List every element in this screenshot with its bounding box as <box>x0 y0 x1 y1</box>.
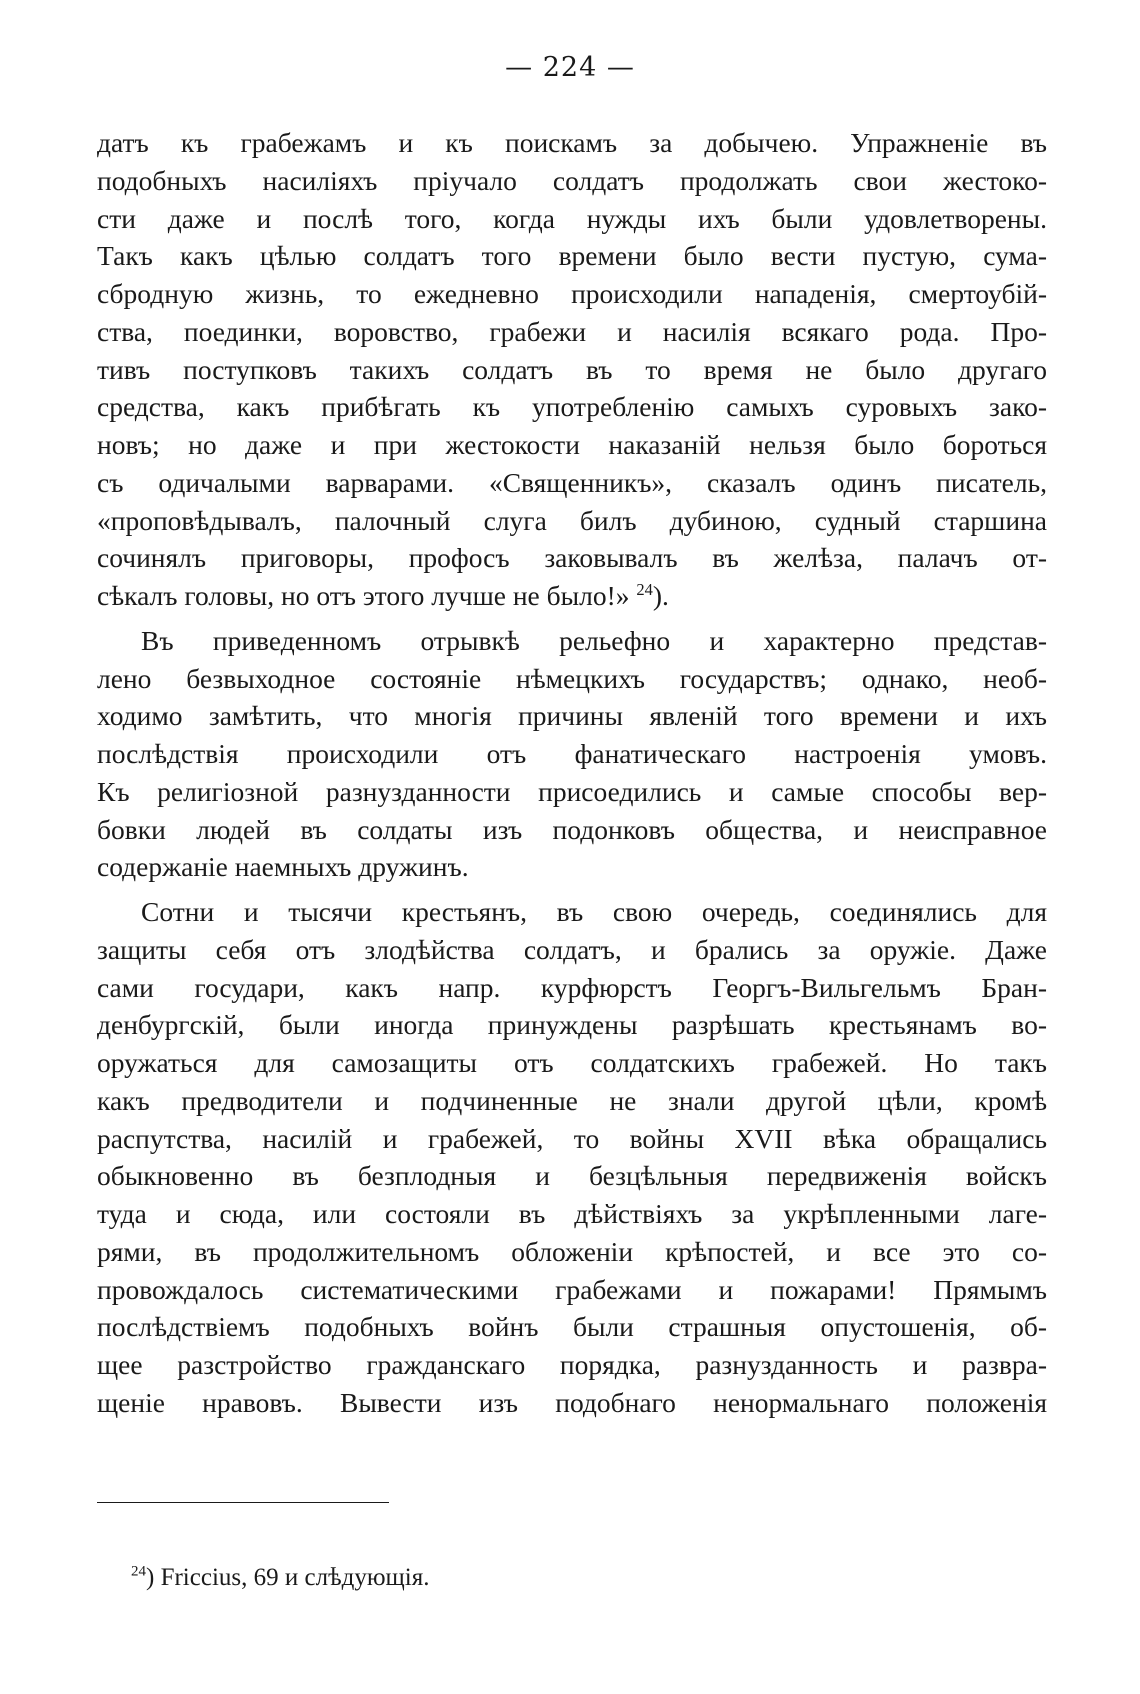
text-line: новъ; но даже и при жестокости наказаній нельзя было бороться <box>97 429 1047 460</box>
footnote-divider <box>97 1502 389 1503</box>
paragraph-2 <box>97 622 1047 886</box>
text-line: сочинялъ приговоры, профосъ заковывалъ въ желѣза, палачъ от- <box>97 542 1047 574</box>
text-line: ходимо замѣтить, что многія причины явленій того времени и ихъ <box>97 700 1047 732</box>
text-line: сами государи, какъ напр. курфюрстъ Георгъ-Вильгельмъ Бран- <box>97 971 1047 1003</box>
text-line: съ одичалыми варварами. «Священникъ», сказалъ одинъ писатель, <box>97 466 1047 498</box>
text-line: сбродную жизнь, то ежедневно происходили нападенія, смертоубій- <box>97 278 1047 309</box>
text-line: щее разстройство гражданскаго порядка, разнузданность и развра- <box>97 1349 1047 1380</box>
text-line: ства, поединки, воровство, грабежи и насилія всякаго рода. Про- <box>97 315 1047 347</box>
text-line: подобныхъ насиліяхъ пріучало солдатъ продолжать свои жестоко- <box>97 164 1047 196</box>
text-line: распутства, насилій и грабежей, то войны XVII вѣка обращались <box>97 1122 1047 1154</box>
text-line: тивъ поступковъ такихъ солдатъ въ то время не было другаго <box>97 353 1047 385</box>
text-line: Такъ какъ цѣлью солдатъ того времени было вести пустую, сума- <box>97 240 1047 272</box>
page-number: — 224 — <box>505 52 635 83</box>
footnote-text: ) Friccius, 69 и слѣдующія. <box>146 1564 430 1591</box>
text-line: лено безвыходное состояніе нѣмецкихъ государствъ; однако, необ- <box>97 662 1047 694</box>
text-line: Сотни и тысячи крестьянъ, въ свою очередь, соединялись для <box>141 896 1047 927</box>
footnote-ref[interactable]: 24 <box>636 579 653 599</box>
footnote-marker: 24 <box>131 1563 146 1580</box>
text-line: послѣдствія происходили отъ фанатическаго настроенія умовъ. <box>97 738 1047 769</box>
text-line: бовки людей въ солдаты изъ подонковъ общества, и неисправное <box>97 813 1047 845</box>
ref-close: ). <box>652 580 669 611</box>
text-line: Въ приведенномъ отрывкѣ рельефно и характерно представ- <box>141 624 1047 656</box>
text-line: содержаніе наемныхъ дружинъ. <box>97 851 469 883</box>
paragraph-1 <box>97 124 1047 615</box>
text-line: какъ предводители и подчиненные не знали другой цѣли, кромѣ <box>97 1084 1047 1116</box>
text-line: Къ религіозной разнузданности присоедились и самые способы вер- <box>97 775 1047 807</box>
text-line: датъ къ грабежамъ и къ поискамъ за добычею. Упражненіе въ <box>97 127 1047 158</box>
footnote <box>131 1564 429 1592</box>
text-line: провождалось систематическими грабежами и пожарами! Прямымъ <box>97 1273 1047 1305</box>
text-line: оружаться для самозащиты отъ солдатскихъ грабежей. Но такъ <box>97 1047 1047 1078</box>
text-line: денбургскій, были иногда принуждены разрѣшать крестьянамъ во- <box>97 1009 1047 1041</box>
text-line: средства, какъ прибѣгать къ употребленію самыхъ суровыхъ зако- <box>97 391 1047 423</box>
body-text <box>97 124 1047 1422</box>
text-line: сти даже и послѣ того, когда нужды ихъ были удовлетворены. <box>97 202 1047 234</box>
line-text: сѣкалъ головы, но отъ этого лучше не было!» <box>97 580 630 611</box>
text-line: щеніе нравовъ. Вывести изъ подобнаго ненормальнаго положенія <box>97 1386 1047 1418</box>
text-line: обыкновенно въ безплодныя и безцѣльныя передвиженія войскъ <box>97 1160 1047 1192</box>
text-line: послѣдствіемъ подобныхъ войнъ были страшныя опустошенія, об- <box>97 1311 1047 1343</box>
text-line: защиты себя отъ злодѣйства солдатъ, и брались за оружіе. Даже <box>97 933 1047 965</box>
text-line: «проповѣдывалъ, палочный слуга билъ дубиною, судный старшина <box>97 504 1047 536</box>
text-line: рями, въ продолжительномъ обложеніи крѣпостей, и все это со- <box>97 1235 1047 1267</box>
text-line: туда и сюда, или состояли въ дѣйствіяхъ за укрѣпленными лаге- <box>97 1198 1047 1229</box>
paragraph-3 <box>97 893 1047 1422</box>
text-line-with-note <box>97 577 1047 615</box>
